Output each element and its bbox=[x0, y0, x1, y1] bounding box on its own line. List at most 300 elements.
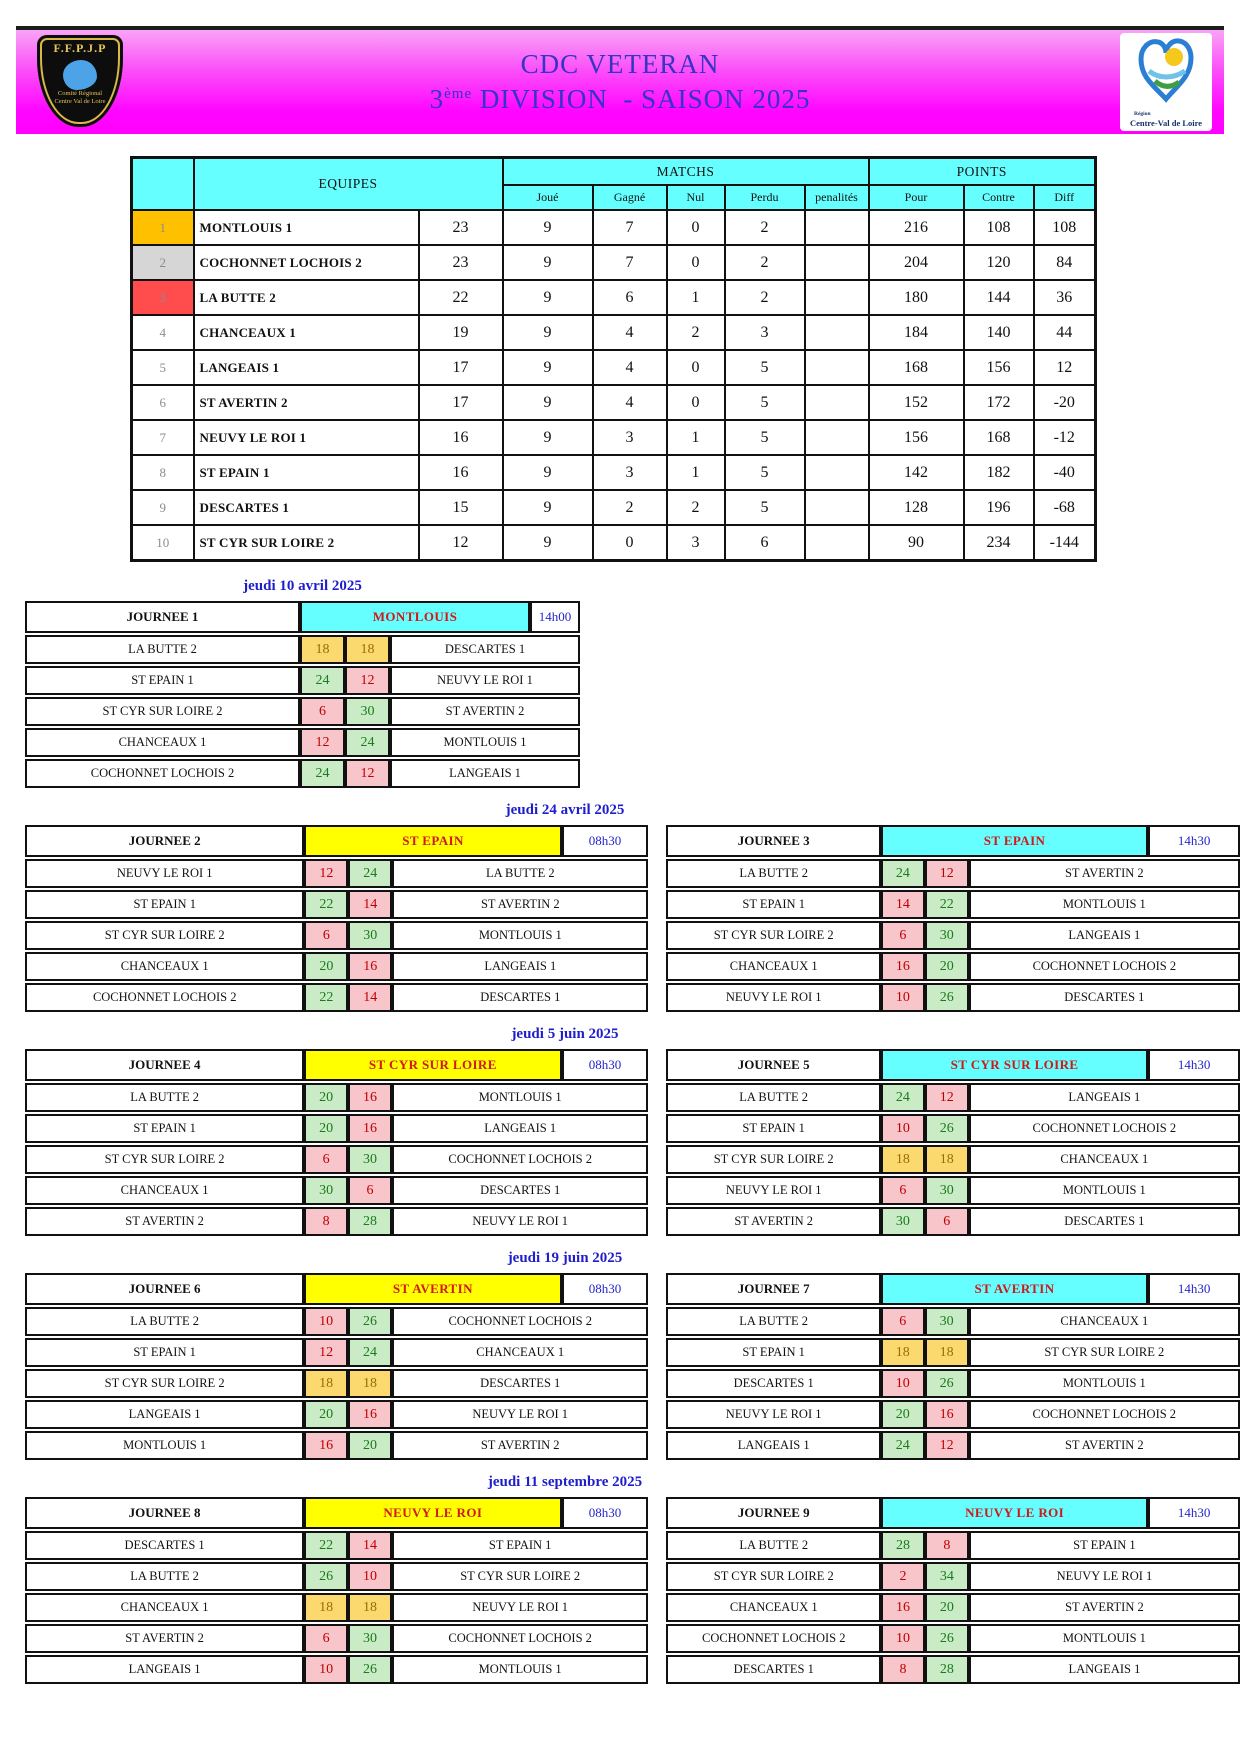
away-score: 6 bbox=[348, 1176, 392, 1205]
home-team: LA BUTTE 2 bbox=[666, 1307, 880, 1336]
match-row bbox=[666, 1369, 1240, 1398]
home-score: 30 bbox=[304, 1176, 348, 1205]
standings-header-matchs: MATCHS bbox=[503, 158, 869, 186]
away-score: 16 bbox=[348, 952, 392, 981]
journee-label: JOURNEE 5 bbox=[666, 1049, 880, 1081]
home-team: ST EPAIN 1 bbox=[25, 666, 300, 695]
journee-label: JOURNEE 4 bbox=[25, 1049, 304, 1081]
home-team: COCHONNET LOCHOIS 2 bbox=[666, 1624, 881, 1653]
team-name-cell: ST EPAIN 1 bbox=[194, 455, 419, 490]
away-team: ST AVERTIN 2 bbox=[390, 697, 580, 726]
home-team: ST EPAIN 1 bbox=[666, 890, 881, 919]
match-row bbox=[666, 1307, 1240, 1336]
away-score: 8 bbox=[925, 1531, 969, 1560]
away-score: 34 bbox=[925, 1562, 969, 1591]
standings-row bbox=[132, 455, 1096, 490]
standings-corner-cell bbox=[132, 158, 194, 211]
away-score: 16 bbox=[348, 1083, 392, 1112]
away-team: LANGEAIS 1 bbox=[390, 759, 580, 788]
standings-row bbox=[132, 210, 1096, 245]
journee-tables bbox=[25, 1047, 1240, 1238]
rank-cell: 9 bbox=[132, 490, 194, 525]
home-score: 18 bbox=[300, 635, 345, 664]
standings-row bbox=[132, 280, 1096, 315]
home-score: 10 bbox=[881, 1369, 925, 1398]
journee-table bbox=[666, 1047, 1240, 1238]
col-header-gagne: Gagné bbox=[593, 185, 667, 210]
standings-row bbox=[132, 525, 1096, 561]
home-score: 6 bbox=[304, 1145, 348, 1174]
home-team: ST CYR SUR LOIRE 2 bbox=[25, 1369, 304, 1398]
away-score: 24 bbox=[345, 728, 390, 757]
match-row bbox=[666, 921, 1240, 950]
match-row bbox=[666, 859, 1240, 888]
away-team: ST AVERTIN 2 bbox=[969, 1431, 1240, 1460]
home-team: NEUVY LE ROI 1 bbox=[25, 859, 304, 888]
match-row bbox=[666, 1593, 1240, 1622]
team-name-cell: ST CYR SUR LOIRE 2 bbox=[194, 525, 419, 561]
away-team: ST AVERTIN 2 bbox=[969, 859, 1240, 888]
points-for-cell: 168 bbox=[869, 350, 964, 385]
away-team: COCHONNET LOCHOIS 2 bbox=[392, 1624, 649, 1653]
played-cell: 9 bbox=[503, 455, 593, 490]
away-team: DESCARTES 1 bbox=[390, 635, 580, 664]
home-score: 12 bbox=[304, 859, 348, 888]
match-row bbox=[25, 759, 580, 788]
match-row bbox=[25, 1114, 648, 1143]
col-header-joue: Joué bbox=[503, 185, 593, 210]
home-score: 6 bbox=[300, 697, 345, 726]
home-team: NEUVY LE ROI 1 bbox=[666, 983, 881, 1012]
subtitle-number: 3 bbox=[429, 84, 445, 114]
match-time: 08h30 bbox=[562, 825, 649, 857]
match-time: 08h30 bbox=[562, 1049, 649, 1081]
home-score: 2 bbox=[881, 1562, 925, 1591]
draw-cell: 1 bbox=[667, 455, 725, 490]
journee-header-row bbox=[666, 1049, 1240, 1081]
home-score: 8 bbox=[881, 1655, 925, 1684]
won-cell: 7 bbox=[593, 245, 667, 280]
journee-label: JOURNEE 9 bbox=[666, 1497, 881, 1529]
away-score: 30 bbox=[925, 1176, 969, 1205]
away-team: LANGEAIS 1 bbox=[969, 1083, 1240, 1112]
total-points-cell: 15 bbox=[419, 490, 503, 525]
home-team: ST CYR SUR LOIRE 2 bbox=[25, 1145, 304, 1174]
match-row bbox=[25, 666, 580, 695]
away-score: 30 bbox=[348, 921, 392, 950]
journee-label: JOURNEE 8 bbox=[25, 1497, 304, 1529]
host-club: ST AVERTIN bbox=[304, 1273, 561, 1305]
away-team: COCHONNET LOCHOIS 2 bbox=[392, 1145, 649, 1174]
host-club: ST EPAIN bbox=[881, 825, 1148, 857]
total-points-cell: 22 bbox=[419, 280, 503, 315]
host-club: ST EPAIN bbox=[304, 825, 561, 857]
team-name-cell: LANGEAIS 1 bbox=[194, 350, 419, 385]
match-row bbox=[666, 1531, 1240, 1560]
away-team: NEUVY LE ROI 1 bbox=[392, 1207, 649, 1236]
rank-cell: 10 bbox=[132, 525, 194, 561]
points-for-cell: 184 bbox=[869, 315, 964, 350]
team-name-cell: MONTLOUIS 1 bbox=[194, 210, 419, 245]
draw-cell: 1 bbox=[667, 280, 725, 315]
away-team: LANGEAIS 1 bbox=[392, 1114, 649, 1143]
played-cell: 9 bbox=[503, 210, 593, 245]
home-score: 6 bbox=[881, 1307, 925, 1336]
away-score: 14 bbox=[348, 983, 392, 1012]
home-score: 6 bbox=[304, 1624, 348, 1653]
away-score: 26 bbox=[348, 1307, 392, 1336]
points-against-cell: 196 bbox=[964, 490, 1034, 525]
draw-cell: 3 bbox=[667, 525, 725, 561]
match-row bbox=[25, 1400, 648, 1429]
away-score: 16 bbox=[348, 1400, 392, 1429]
results-section bbox=[25, 578, 1240, 1686]
points-for-cell: 90 bbox=[869, 525, 964, 561]
standings-row bbox=[132, 245, 1096, 280]
won-cell: 6 bbox=[593, 280, 667, 315]
journee-table bbox=[666, 823, 1240, 1014]
draw-cell: 2 bbox=[667, 315, 725, 350]
away-score: 18 bbox=[345, 635, 390, 664]
home-score: 10 bbox=[881, 1114, 925, 1143]
subtitle-rest: DIVISION - SAISON 2025 bbox=[472, 84, 811, 114]
ffpjp-logo-sub2: Centre Val de Loire bbox=[54, 97, 106, 105]
match-row bbox=[25, 1431, 648, 1460]
ffpjp-logo-title: F.F.P.J.P bbox=[53, 41, 107, 55]
lost-cell: 5 bbox=[725, 350, 805, 385]
match-row bbox=[25, 1176, 648, 1205]
home-team: LA BUTTE 2 bbox=[666, 1083, 880, 1112]
journee-header-row bbox=[25, 1049, 648, 1081]
away-score: 10 bbox=[348, 1562, 392, 1591]
penalties-cell bbox=[805, 420, 869, 455]
away-team: LANGEAIS 1 bbox=[969, 1655, 1240, 1684]
home-team: CHANCEAUX 1 bbox=[25, 728, 300, 757]
match-row bbox=[666, 1655, 1240, 1684]
standings-row bbox=[132, 315, 1096, 350]
page-title: CDC VETERAN bbox=[520, 49, 720, 79]
page-header bbox=[16, 26, 1224, 134]
penalties-cell bbox=[805, 490, 869, 525]
draw-cell: 0 bbox=[667, 385, 725, 420]
home-team: ST EPAIN 1 bbox=[25, 890, 304, 919]
away-team: ST EPAIN 1 bbox=[392, 1531, 649, 1560]
home-score: 20 bbox=[304, 1114, 348, 1143]
lost-cell: 2 bbox=[725, 210, 805, 245]
home-score: 30 bbox=[881, 1207, 925, 1236]
journee-table bbox=[25, 1047, 648, 1238]
lost-cell: 5 bbox=[725, 490, 805, 525]
match-row bbox=[25, 983, 648, 1012]
away-score: 28 bbox=[348, 1207, 392, 1236]
away-score: 26 bbox=[925, 983, 969, 1012]
home-score: 24 bbox=[881, 859, 925, 888]
points-against-cell: 140 bbox=[964, 315, 1034, 350]
total-points-cell: 19 bbox=[419, 315, 503, 350]
away-score: 24 bbox=[348, 1338, 392, 1367]
match-row bbox=[25, 1593, 648, 1622]
away-team: CHANCEAUX 1 bbox=[969, 1145, 1240, 1174]
total-points-cell: 17 bbox=[419, 385, 503, 420]
away-team: MONTLOUIS 1 bbox=[969, 890, 1240, 919]
home-team: ST EPAIN 1 bbox=[666, 1338, 880, 1367]
home-score: 14 bbox=[881, 890, 925, 919]
journee-header-row bbox=[666, 1497, 1240, 1529]
home-team: LANGEAIS 1 bbox=[25, 1655, 304, 1684]
home-score: 12 bbox=[304, 1338, 348, 1367]
home-team: ST CYR SUR LOIRE 2 bbox=[25, 921, 304, 950]
away-team: NEUVY LE ROI 1 bbox=[969, 1562, 1240, 1591]
total-points-cell: 16 bbox=[419, 420, 503, 455]
away-team: LANGEAIS 1 bbox=[392, 952, 648, 981]
match-row bbox=[666, 983, 1240, 1012]
title-block bbox=[16, 30, 1224, 134]
away-team: MONTLOUIS 1 bbox=[969, 1624, 1240, 1653]
total-points-cell: 23 bbox=[419, 210, 503, 245]
journee-table bbox=[25, 599, 580, 790]
played-cell: 9 bbox=[503, 350, 593, 385]
col-header-nul: Nul bbox=[667, 185, 725, 210]
home-team: ST CYR SUR LOIRE 2 bbox=[666, 1145, 880, 1174]
match-row bbox=[25, 952, 648, 981]
away-team: DESCARTES 1 bbox=[969, 1207, 1240, 1236]
draw-cell: 0 bbox=[667, 245, 725, 280]
away-team: LANGEAIS 1 bbox=[969, 921, 1240, 950]
points-diff-cell: -20 bbox=[1034, 385, 1096, 420]
away-team: NEUVY LE ROI 1 bbox=[390, 666, 580, 695]
home-team: ST EPAIN 1 bbox=[25, 1114, 304, 1143]
total-points-cell: 12 bbox=[419, 525, 503, 561]
match-time: 08h30 bbox=[562, 1273, 649, 1305]
match-row bbox=[666, 1624, 1240, 1653]
col-header-diff: Diff bbox=[1034, 185, 1096, 210]
match-row bbox=[25, 921, 648, 950]
home-score: 24 bbox=[300, 759, 345, 788]
host-club: NEUVY LE ROI bbox=[881, 1497, 1148, 1529]
away-score: 30 bbox=[348, 1624, 392, 1653]
home-score: 10 bbox=[304, 1655, 348, 1684]
home-team: MONTLOUIS 1 bbox=[25, 1431, 304, 1460]
rank-cell: 7 bbox=[132, 420, 194, 455]
team-name-cell: CHANCEAUX 1 bbox=[194, 315, 419, 350]
ffpjp-logo-sub1: Comité Régional bbox=[57, 90, 103, 97]
draw-cell: 0 bbox=[667, 210, 725, 245]
away-team: MONTLOUIS 1 bbox=[392, 1655, 649, 1684]
won-cell: 4 bbox=[593, 385, 667, 420]
points-for-cell: 128 bbox=[869, 490, 964, 525]
standings-row bbox=[132, 420, 1096, 455]
standings-header-points: POINTS bbox=[869, 158, 1096, 186]
points-against-cell: 182 bbox=[964, 455, 1034, 490]
points-for-cell: 180 bbox=[869, 280, 964, 315]
away-score: 24 bbox=[348, 859, 392, 888]
home-team: ST CYR SUR LOIRE 2 bbox=[25, 697, 300, 726]
away-team: LA BUTTE 2 bbox=[392, 859, 648, 888]
home-team: CHANCEAUX 1 bbox=[25, 952, 304, 981]
match-row bbox=[25, 697, 580, 726]
home-score: 6 bbox=[304, 921, 348, 950]
away-team: DESCARTES 1 bbox=[969, 983, 1240, 1012]
lost-cell: 5 bbox=[725, 455, 805, 490]
points-diff-cell: -12 bbox=[1034, 420, 1096, 455]
home-score: 16 bbox=[881, 1593, 925, 1622]
match-row bbox=[666, 1114, 1240, 1143]
match-row bbox=[25, 890, 648, 919]
played-cell: 9 bbox=[503, 385, 593, 420]
away-team: CHANCEAUX 1 bbox=[969, 1307, 1240, 1336]
match-row bbox=[25, 1369, 648, 1398]
standings-row bbox=[132, 350, 1096, 385]
away-team: NEUVY LE ROI 1 bbox=[392, 1400, 648, 1429]
away-score: 18 bbox=[348, 1369, 392, 1398]
home-score: 16 bbox=[304, 1431, 348, 1460]
match-row bbox=[666, 1176, 1240, 1205]
journee-label: JOURNEE 2 bbox=[25, 825, 304, 857]
subtitle-ordinal: ème bbox=[444, 86, 473, 102]
draw-cell: 1 bbox=[667, 420, 725, 455]
team-name-cell: ST AVERTIN 2 bbox=[194, 385, 419, 420]
match-time: 14h30 bbox=[1148, 1049, 1240, 1081]
rank-cell: 4 bbox=[132, 315, 194, 350]
played-cell: 9 bbox=[503, 245, 593, 280]
away-team: COCHONNET LOCHOIS 2 bbox=[969, 1114, 1240, 1143]
journee-group bbox=[25, 1026, 1240, 1238]
journee-header-row bbox=[25, 1273, 648, 1305]
points-for-cell: 152 bbox=[869, 385, 964, 420]
rank-cell: 8 bbox=[132, 455, 194, 490]
away-score: 12 bbox=[925, 1083, 969, 1112]
away-score: 18 bbox=[925, 1145, 969, 1174]
match-row bbox=[25, 1145, 648, 1174]
total-points-cell: 16 bbox=[419, 455, 503, 490]
col-header-penalites: penalités bbox=[805, 185, 869, 210]
match-time: 08h30 bbox=[562, 1497, 649, 1529]
match-row bbox=[25, 1083, 648, 1112]
match-row bbox=[666, 1338, 1240, 1367]
home-score: 10 bbox=[881, 1624, 925, 1653]
home-team: ST AVERTIN 2 bbox=[25, 1624, 304, 1653]
match-row bbox=[25, 1531, 648, 1560]
home-score: 18 bbox=[881, 1338, 925, 1367]
penalties-cell bbox=[805, 385, 869, 420]
match-row bbox=[25, 1655, 648, 1684]
home-team: CHANCEAUX 1 bbox=[25, 1593, 304, 1622]
away-score: 16 bbox=[925, 1400, 969, 1429]
match-time: 14h30 bbox=[1148, 825, 1240, 857]
match-row bbox=[25, 1562, 648, 1591]
home-score: 22 bbox=[304, 1531, 348, 1560]
away-score: 28 bbox=[925, 1655, 969, 1684]
home-score: 6 bbox=[881, 1176, 925, 1205]
penalties-cell bbox=[805, 315, 869, 350]
region-logo-caption: Région Centre-Val de Loire bbox=[1129, 111, 1203, 128]
away-team: MONTLOUIS 1 bbox=[969, 1176, 1240, 1205]
away-score: 26 bbox=[925, 1624, 969, 1653]
journee-date: jeudi 5 juin 2025 bbox=[511, 1026, 619, 1042]
rank-cell: 6 bbox=[132, 385, 194, 420]
lost-cell: 5 bbox=[725, 385, 805, 420]
match-row bbox=[666, 1431, 1240, 1460]
match-row bbox=[666, 1083, 1240, 1112]
away-score: 14 bbox=[348, 890, 392, 919]
points-against-cell: 108 bbox=[964, 210, 1034, 245]
match-row bbox=[666, 1145, 1240, 1174]
won-cell: 2 bbox=[593, 490, 667, 525]
penalties-cell bbox=[805, 455, 869, 490]
match-row bbox=[666, 952, 1240, 981]
draw-cell: 2 bbox=[667, 490, 725, 525]
journee-tables bbox=[25, 1271, 1240, 1462]
penalties-cell bbox=[805, 245, 869, 280]
away-score: 22 bbox=[925, 890, 969, 919]
home-team: CHANCEAUX 1 bbox=[666, 1593, 881, 1622]
points-diff-cell: 44 bbox=[1034, 315, 1096, 350]
points-diff-cell: 108 bbox=[1034, 210, 1096, 245]
won-cell: 4 bbox=[593, 315, 667, 350]
col-header-pour: Pour bbox=[869, 185, 964, 210]
played-cell: 9 bbox=[503, 315, 593, 350]
team-name-cell: DESCARTES 1 bbox=[194, 490, 419, 525]
home-team: LA BUTTE 2 bbox=[25, 1307, 304, 1336]
away-team: ST AVERTIN 2 bbox=[392, 890, 648, 919]
home-team: LA BUTTE 2 bbox=[25, 1083, 304, 1112]
points-diff-cell: 12 bbox=[1034, 350, 1096, 385]
host-club: ST CYR SUR LOIRE bbox=[304, 1049, 561, 1081]
journee-table bbox=[666, 1271, 1240, 1462]
away-team: COCHONNET LOCHOIS 2 bbox=[392, 1307, 648, 1336]
home-score: 28 bbox=[881, 1531, 925, 1560]
journee-table bbox=[25, 1271, 648, 1462]
home-score: 22 bbox=[304, 890, 348, 919]
away-score: 30 bbox=[348, 1145, 392, 1174]
journee-label: JOURNEE 1 bbox=[25, 601, 300, 633]
match-time: 14h00 bbox=[530, 601, 580, 633]
away-team: ST AVERTIN 2 bbox=[969, 1593, 1240, 1622]
home-score: 18 bbox=[304, 1369, 348, 1398]
away-team: MONTLOUIS 1 bbox=[392, 1083, 649, 1112]
journee-header-row bbox=[25, 601, 580, 633]
points-against-cell: 234 bbox=[964, 525, 1034, 561]
match-row bbox=[25, 1338, 648, 1367]
rank-cell: 5 bbox=[132, 350, 194, 385]
away-score: 6 bbox=[925, 1207, 969, 1236]
away-score: 20 bbox=[925, 1593, 969, 1622]
journee-group bbox=[25, 578, 1240, 790]
standings-body bbox=[132, 210, 1096, 561]
won-cell: 3 bbox=[593, 455, 667, 490]
points-against-cell: 120 bbox=[964, 245, 1034, 280]
lost-cell: 3 bbox=[725, 315, 805, 350]
journee-table bbox=[25, 823, 648, 1014]
col-header-perdu: Perdu bbox=[725, 185, 805, 210]
away-score: 12 bbox=[345, 759, 390, 788]
journee-group bbox=[25, 1474, 1240, 1686]
rank-cell: 3 bbox=[132, 280, 194, 315]
standings-row bbox=[132, 385, 1096, 420]
journee-date: jeudi 10 avril 2025 bbox=[243, 578, 362, 594]
host-club: ST CYR SUR LOIRE bbox=[881, 1049, 1148, 1081]
total-points-cell: 23 bbox=[419, 245, 503, 280]
home-team: LANGEAIS 1 bbox=[666, 1431, 880, 1460]
home-score: 6 bbox=[881, 921, 925, 950]
home-team: LA BUTTE 2 bbox=[666, 1531, 881, 1560]
points-for-cell: 204 bbox=[869, 245, 964, 280]
ffpjp-logo bbox=[34, 35, 126, 129]
away-score: 14 bbox=[348, 1531, 392, 1560]
points-for-cell: 142 bbox=[869, 455, 964, 490]
home-team: LANGEAIS 1 bbox=[25, 1400, 304, 1429]
away-score: 12 bbox=[925, 859, 969, 888]
